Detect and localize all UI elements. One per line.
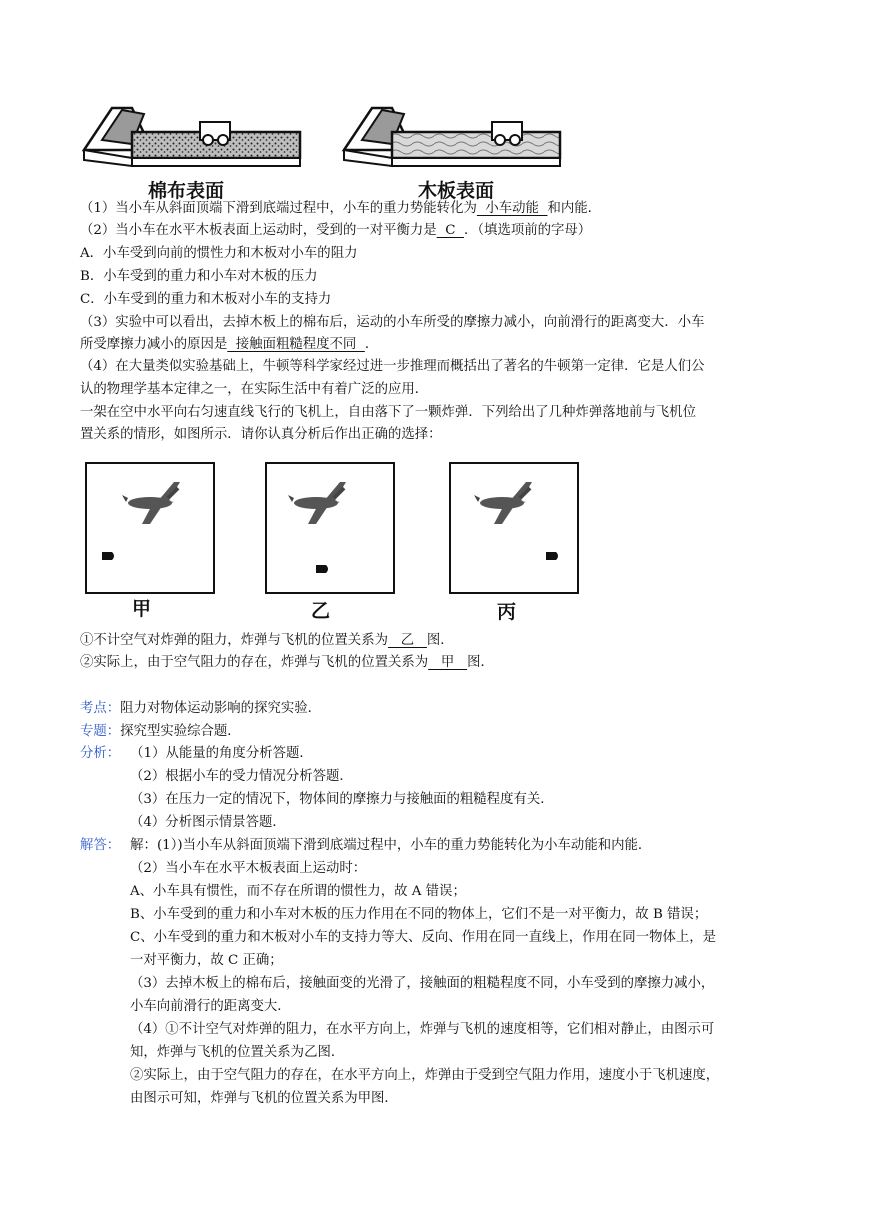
sub-question-2 [80, 652, 494, 674]
zhuanti-row [80, 721, 241, 743]
sub1-text: ①不计空气对炸弹的阻力，炸弹与飞机的位置关系为 [80, 633, 388, 648]
jieda-label: 解答： [80, 838, 121, 853]
fenxi-item-3: （3）在压力一定的情况下，物体间的摩擦力与接触面的粗糙程度有关． [130, 792, 554, 807]
fenxi-row [80, 743, 313, 765]
panel-yi [266, 463, 394, 593]
question-2 [80, 220, 591, 242]
jieda-line-5: C、小车受到的重力和木板对小车的支持力等大、反向、作用在同一直线上，作用在同一物体上，是 [130, 930, 717, 945]
panel-label-jia: 甲 [132, 598, 152, 620]
q1-text-end: 和内能． [547, 201, 602, 216]
zhuanti-label: 专题： [80, 724, 121, 739]
kaodian-label: 考点： [80, 701, 121, 716]
question-3-line-1: （3）实验中可以看出，去掉木板上的棉布后，运动的小车所受的摩擦力减小，向前滑行的距离变大．小车 [80, 315, 705, 330]
jieda-row [80, 835, 651, 857]
q3-text-end: ． [364, 337, 379, 352]
question-3-line-2 [80, 334, 378, 356]
q2-text-end: ．（填选项前的字母） [463, 223, 592, 238]
question-1 [80, 198, 601, 220]
q1-text: （1）当小车从斜面顶端下滑到底端过程中，小车的重力势能转化为 [80, 201, 477, 216]
panel-jia [86, 463, 214, 593]
plane-bomb-figure [84, 460, 584, 620]
option-c: C．小车受到的重力和木板对小车的支持力 [80, 292, 332, 307]
q2-text: （2）当小车在水平木板表面上运动时，受到的一对平衡力是 [80, 223, 437, 238]
sub1-text-end: 图． [426, 633, 454, 648]
kaodian-row [80, 698, 321, 720]
wood-surface-caption: 木板表面 [418, 180, 495, 202]
jieda-line-4: B、小车受到的重力和小车对木板的压力作用在不同的物体上，它们不是一对平衡力，故 B 错误； [130, 907, 708, 922]
jieda-line-3: A、小车具有惯性，而不存在所谓的惯性力，故 A 错误； [130, 884, 466, 899]
option-a: A．小车受到向前的惯性力和木板对小车的阻力 [80, 246, 358, 261]
jieda-line-2: （2）当小车在水平木板表面上运动时： [130, 861, 367, 876]
sub2-text-end: 图． [467, 655, 494, 670]
bomb-icon [316, 565, 328, 573]
fenxi-item: （1）从能量的角度分析答题． [130, 746, 313, 761]
jieda-line-7: （3）去掉木板上的棉布后，接触面变的光滑了，接触面的粗糙程度不同，小车受到的摩擦力减小， [130, 976, 715, 991]
wood-surface-setup [344, 108, 560, 166]
sub2-answer-blank: 甲 [428, 655, 468, 670]
q3-answer-blank: 接触面粗糙程度不同 [227, 337, 365, 352]
panel-label-bing: 丙 [497, 601, 517, 623]
jieda-line-11: ②实际上，由于空气阻力的存在，在水平方向上，炸弹由于受到空气阻力作用，速度小于飞机速度， [130, 1068, 720, 1083]
sub-question-1 [80, 630, 454, 652]
fenxi-label: 分析： [80, 746, 121, 761]
question-4-line-4: 置关系的情形，如图所示．请你认真分析后作出正确的选择： [80, 427, 442, 442]
cloth-surface-setup [84, 108, 300, 166]
jieda-line: 解：(1）)当小车从斜面顶端下滑到底端过程中，小车的重力势能转化为小车动能和内能． [130, 838, 652, 853]
fenxi-item-4: （4）分析图示情景答题． [130, 815, 286, 830]
zhuanti-text: 探究型实验综合题． [120, 724, 241, 739]
question-4-line-2: 认的物理学基本定律之一，在实际生活中有着广泛的应用． [80, 382, 429, 397]
jieda-line-12: 由图示可知，炸弹与飞机的位置关系为甲图． [130, 1091, 398, 1106]
panel-bing [450, 463, 578, 593]
sub1-answer-blank: 乙 [387, 633, 427, 648]
jieda-line-10: 知，炸弹与飞机的位置关系为乙图． [130, 1045, 345, 1060]
q2-answer-blank: C [436, 223, 464, 238]
question-4-line-3: 一架在空中水平向右匀速直线飞行的飞机上，自由落下了一颗炸弹．下列给出了几种炸弹落地前与飞机位 [80, 405, 696, 420]
jieda-line-9: （4）①不计空气对炸弹的阻力，在水平方向上，炸弹与飞机的速度相等，它们相对静止，由图示可 [130, 1022, 715, 1037]
jieda-line-6: 一对平衡力，故 C 正确； [130, 953, 283, 968]
sub2-text: ②实际上，由于空气阻力的存在，炸弹与飞机的位置关系为 [80, 655, 429, 670]
panel-label-yi: 乙 [311, 600, 331, 622]
fenxi-item-2: （2）根据小车的受力情况分析答题． [130, 769, 353, 784]
cloth-surface-caption: 棉布表面 [148, 180, 225, 202]
jieda-line-8: 小车向前滑行的距离变大． [130, 999, 291, 1014]
q1-answer-blank: 小车动能 [476, 201, 548, 216]
bomb-icon [546, 552, 558, 560]
kaodian-text: 阻力对物体运动影响的探究实验． [120, 701, 322, 716]
option-b: B．小车受到的重力和小车对木板的压力 [80, 269, 318, 284]
question-4-line-1: （4）在大量类似实验基础上，牛顿等科学家经过进一步推理而概括出了著名的牛顿第一定律．它是人们公 [80, 359, 705, 374]
bomb-icon [102, 552, 114, 560]
q3-text: 所受摩擦力减小的原因是 [80, 337, 228, 352]
